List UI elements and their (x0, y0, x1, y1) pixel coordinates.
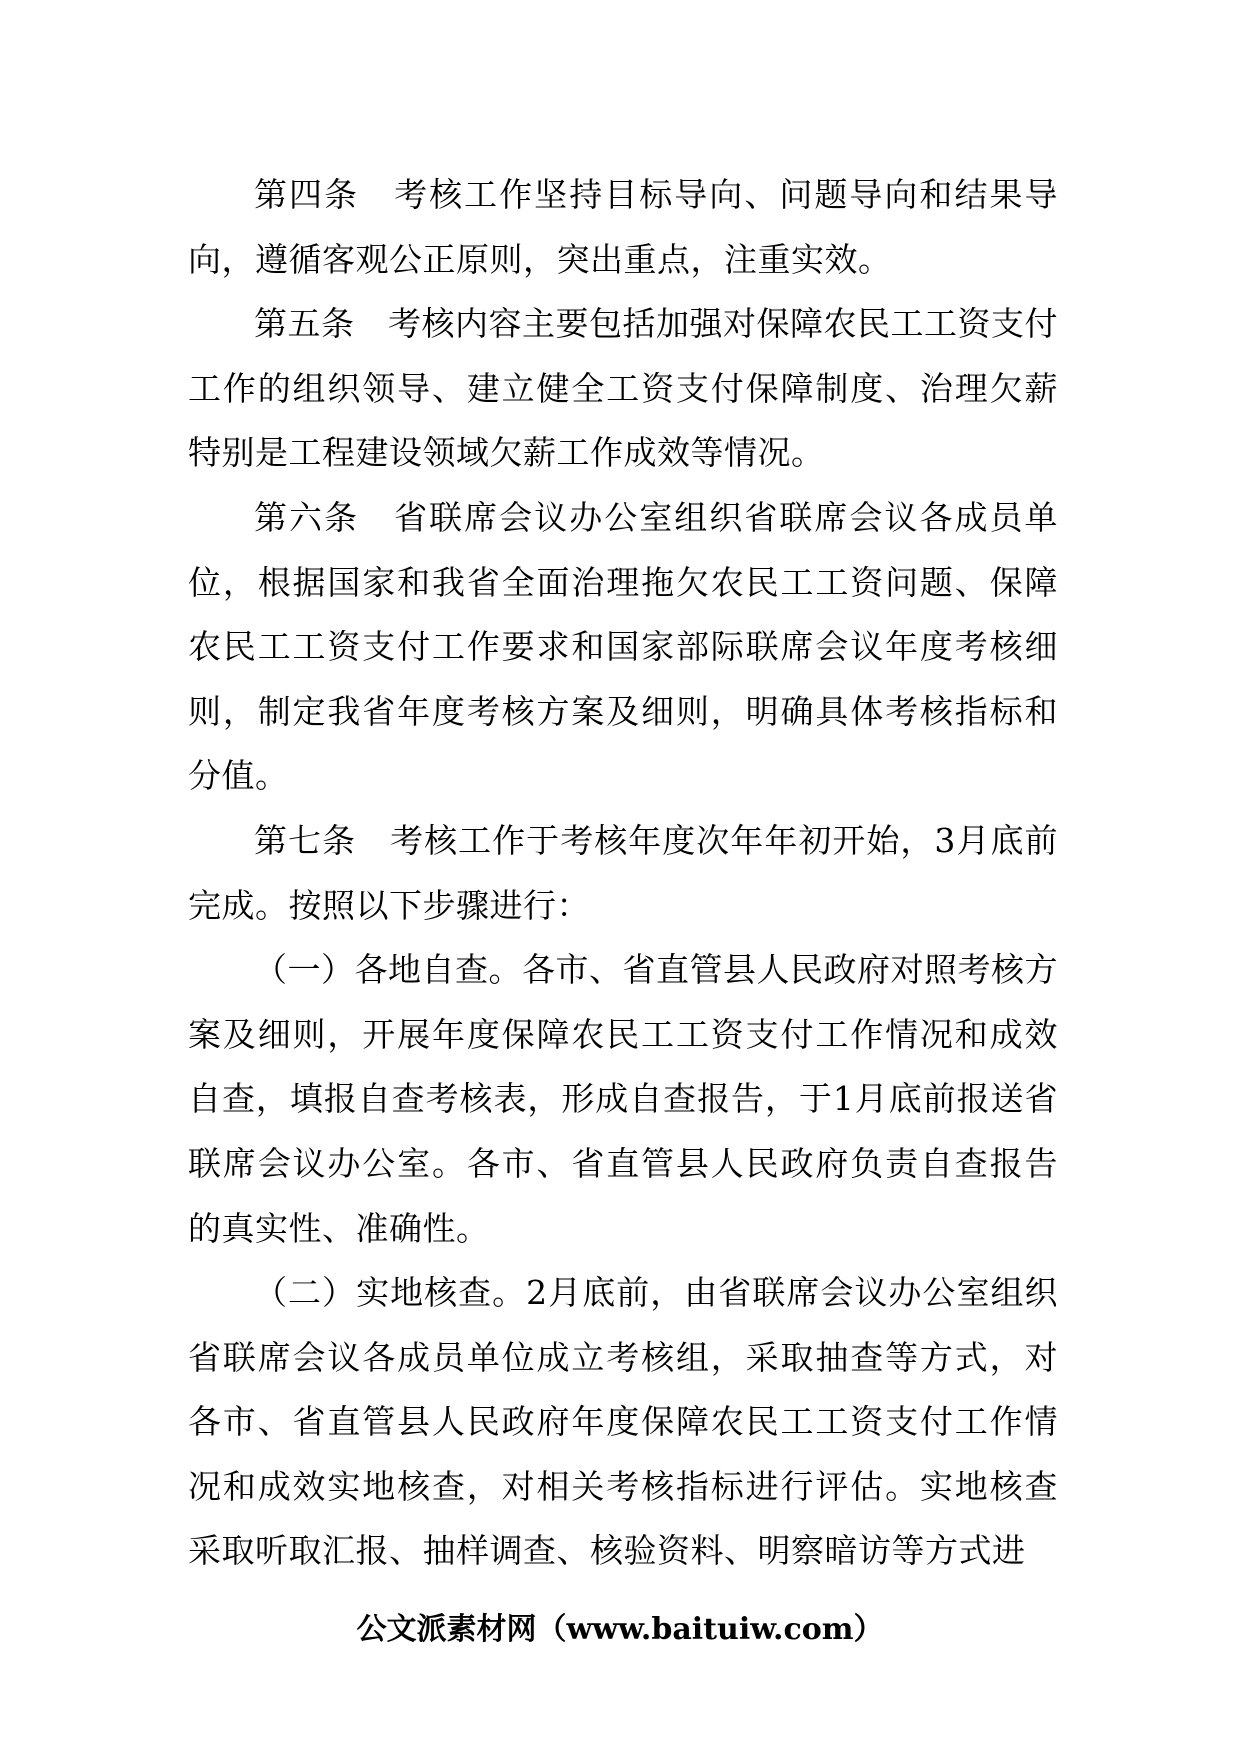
footer-source-note: 公文派素材网（www.baituiw.com） (356, 1612, 884, 1647)
paragraph-article-5: 第五条 考核内容主要包括加强对保障农民工工资支付工作的组织领导、建立健全工资支付保障制度、治理欠薪特别是工程建设领域欠薪工作成效等情况。 (188, 304, 1058, 473)
document-body (188, 163, 1058, 1584)
paragraph-step-2: （二）实地核查。2月底前，由省联席会议办公室组织省联席会议各成员单位成立考核组，采取抽查等方式，对各市、省直管县人民政府年度保障农民工工资支付工作情况和成效实地核查，对相关考核指标进行评估。实地核查采取听取汇报、抽样调查、核验资料、明察暗访等方式进 (188, 1273, 1058, 1571)
paragraph-step-1: （一）各地自查。各市、省直管县人民政府对照考核方案及细则，开展年度保障农民工工资支付工作情况和成效自查，填报自查考核表，形成自查报告，于1月底前报送省联席会议办公室。各市、省直管县人民政府负责自查报告的真实性、准确性。 (188, 950, 1058, 1248)
paragraph-article-6: 第六条 省联席会议办公室组织省联席会议各成员单位，根据国家和我省全面治理拖欠农民工工资问题、保障农民工工资支付工作要求和国家部际联席会议年度考核细则，制定我省年度考核方案及细则，明确具体考核指标和分值。 (188, 497, 1058, 796)
paragraph-article-7: 第七条 考核工作于考核年度次年年初开始，3月底前完成。按照以下步骤进行： (188, 820, 1058, 925)
paragraph-article-4: 第四条 考核工作坚持目标导向、问题导向和结果导向，遵循客观公正原则，突出重点，注重实效。 (188, 175, 1058, 279)
